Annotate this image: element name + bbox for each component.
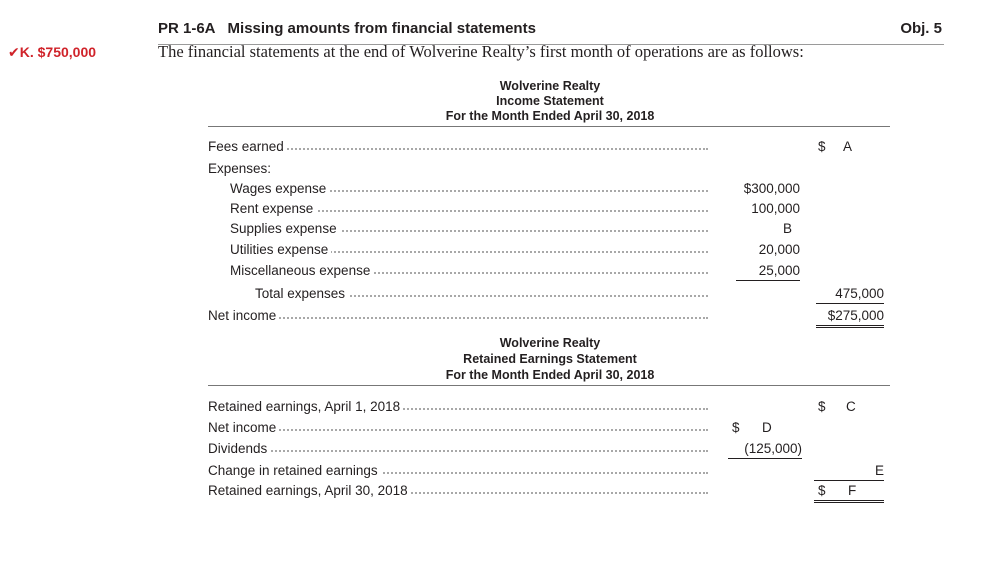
dividends-label: Dividends bbox=[208, 440, 270, 458]
problem-heading bbox=[158, 20, 536, 37]
expense-row bbox=[230, 220, 708, 238]
fees-earned-row bbox=[208, 138, 708, 156]
re-statement-rule bbox=[208, 385, 890, 386]
expense-label: Miscellaneous expense bbox=[230, 262, 373, 280]
beginning-re-row bbox=[208, 398, 708, 416]
fees-earned-amount: A bbox=[843, 139, 853, 154]
net-income-label: Net income bbox=[208, 307, 279, 325]
check-figure-text: K. $750,000 bbox=[19, 44, 97, 60]
total-expenses-row bbox=[255, 285, 708, 303]
expense-amount: 25,000 bbox=[736, 262, 800, 281]
income-statement-company: Wolverine Realty bbox=[499, 79, 601, 93]
re-statement-name: Retained Earnings Statement bbox=[463, 352, 637, 366]
beginning-re-amount: C bbox=[846, 399, 856, 414]
income-statement-name: Income Statement bbox=[496, 94, 604, 108]
leader-dots bbox=[208, 450, 708, 452]
ending-re-amount: F bbox=[848, 483, 857, 498]
change-re-row bbox=[208, 462, 708, 480]
re-statement-company: Wolverine Realty bbox=[499, 336, 601, 350]
ending-re-row bbox=[208, 482, 708, 500]
change-re-label: Change in retained earnings bbox=[208, 462, 381, 480]
ending-re-label: Retained earnings, April 30, 2018 bbox=[208, 482, 411, 500]
expense-row bbox=[230, 200, 708, 218]
expense-row bbox=[230, 241, 708, 259]
income-statement-period: For the Month Ended April 30, 2018 bbox=[445, 109, 655, 123]
dividends-amount: (125,000) bbox=[728, 440, 802, 459]
problem-number: PR 1-6A bbox=[158, 20, 216, 37]
leader-dots bbox=[208, 429, 708, 431]
expense-amount: $300,000 bbox=[743, 181, 800, 196]
intro-text: The financial statements at the end of Wolverine Realty’s first month of operations are as follows: bbox=[158, 42, 804, 61]
checkmark-icon: ✔ bbox=[8, 44, 20, 60]
check-figure bbox=[8, 44, 96, 61]
leader-dots bbox=[208, 317, 708, 319]
problem-title: Missing amounts from financial statements bbox=[227, 20, 536, 37]
dividends-row bbox=[208, 440, 708, 458]
beginning-re-label: Retained earnings, April 1, 2018 bbox=[208, 398, 403, 416]
expenses-label: Expenses: bbox=[208, 161, 272, 176]
fees-earned-dollar: $ bbox=[818, 139, 826, 154]
re-net-income-amount: D bbox=[762, 420, 772, 435]
total-expenses-label: Total expenses bbox=[255, 285, 348, 303]
expense-label: Supplies expense bbox=[230, 220, 340, 238]
re-net-income-row bbox=[208, 419, 708, 437]
fees-earned-label: Fees earned bbox=[208, 139, 284, 154]
expense-label: Utilities expense bbox=[230, 241, 331, 259]
expenses-label-row bbox=[208, 160, 508, 178]
net-income-row bbox=[208, 307, 708, 325]
objective-label: Obj. 5 bbox=[900, 20, 942, 37]
change-re-amount: E bbox=[814, 462, 884, 481]
ending-re-cell bbox=[814, 482, 884, 503]
income-statement-rule bbox=[208, 126, 890, 127]
expense-amount: 100,000 bbox=[751, 201, 800, 216]
expense-amount: B bbox=[782, 221, 792, 236]
expense-label: Wages expense bbox=[230, 180, 329, 198]
re-net-income-dollar: $ bbox=[732, 420, 740, 435]
net-income-amount: $275,000 bbox=[816, 307, 884, 328]
expense-row bbox=[230, 262, 708, 280]
re-statement-period: For the Month Ended April 30, 2018 bbox=[445, 368, 655, 382]
re-net-income-label: Net income bbox=[208, 419, 279, 437]
total-expenses-amount: 475,000 bbox=[816, 285, 884, 304]
expense-row bbox=[230, 180, 708, 198]
expense-amount: 20,000 bbox=[758, 242, 800, 257]
expense-label: Rent expense bbox=[230, 200, 316, 218]
beginning-re-dollar: $ bbox=[818, 399, 826, 414]
ending-re-dollar: $ bbox=[818, 483, 826, 498]
